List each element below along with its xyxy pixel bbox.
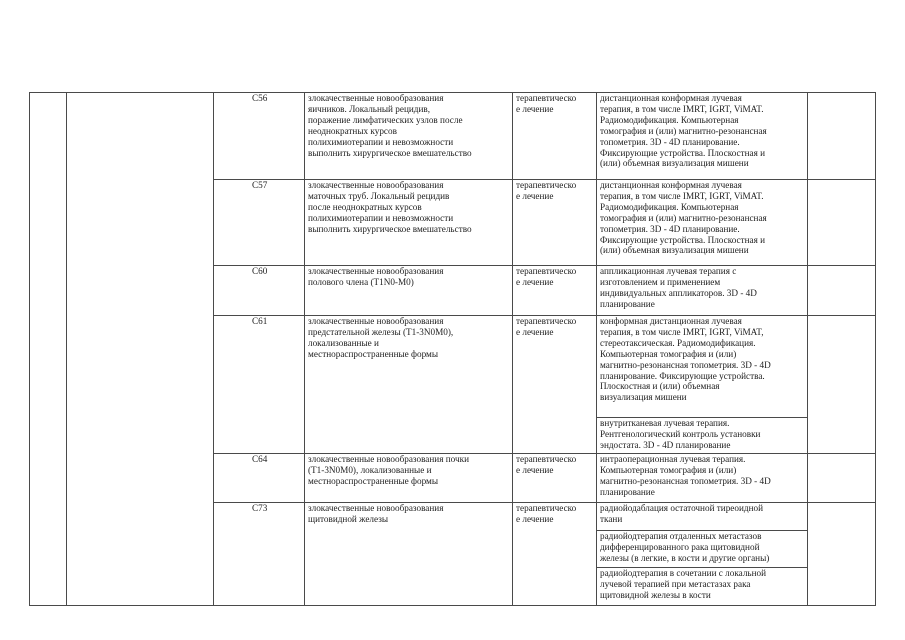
cell-text-line: е лечение xyxy=(516,103,554,114)
cell-text-line: Плоскостная и (или) объемная xyxy=(600,381,720,392)
cell-text-line: терапия, в том числе IMRT, IGRT, ViMAT. xyxy=(600,103,764,114)
cell-text-line: яичников. Локальный рецидив, xyxy=(308,103,431,114)
cell-text-line: Рентгенологический контроль установки xyxy=(600,428,761,439)
cell-text-line: локализованные и xyxy=(308,337,379,348)
cell-text-line: Фиксирующие устройства. Плоскостная и xyxy=(600,147,766,158)
treatment-method-cell xyxy=(597,266,807,315)
cell-text-line: злокачественные новообразования xyxy=(308,503,444,513)
cell-text-line: злокачественные новообразования xyxy=(308,266,444,276)
treatment-type-cell xyxy=(513,316,596,453)
icd-code-cell xyxy=(214,93,304,179)
treatment-type-cell xyxy=(513,454,596,502)
treatment-method-cell xyxy=(597,503,807,530)
cell-text-line: дистанционная конформная лучевая xyxy=(600,180,742,190)
cell-text-line: терапия, в том числе IMRT, IGRT, ViMAT. xyxy=(600,190,764,201)
cell-text-line: аппликационная лучевая терапия с xyxy=(600,266,737,276)
column-border xyxy=(875,92,876,606)
cell-text-line: индивидуальных аппликаторов. 3D - 4D xyxy=(600,287,757,298)
treatment-method-cell xyxy=(597,531,807,567)
cell-text-line: терапевтическо xyxy=(516,503,577,513)
cell-text-line: е лечение xyxy=(516,464,554,475)
cell-text-line: C64 xyxy=(252,454,268,464)
treatment-method-cell xyxy=(597,454,807,502)
cell-text-line: е лечение xyxy=(516,513,554,524)
cell-text-line: стереотаксическая. Радиомодификация. xyxy=(600,337,756,348)
cell-text-line: полихимиотерапии и невозможности xyxy=(308,212,454,223)
cell-text-line: томография и (или) магнитно-резонансная xyxy=(600,212,767,223)
cell-text-line: е лечение xyxy=(516,326,554,337)
cell-text-line: ткани xyxy=(600,513,623,524)
column-border xyxy=(807,92,808,606)
cell-text-line: внутритканевая лучевая терапия. xyxy=(600,418,730,428)
treatment-method-cell xyxy=(597,93,807,179)
cell-text-line: магнитно-резонансная топометрия. 3D - 4D xyxy=(600,359,771,370)
cell-text-line: Радиомодификация. Компьютерная xyxy=(600,114,739,125)
cell-text-line: изготовлением и применением xyxy=(600,276,721,287)
cell-text-line: е лечение xyxy=(516,190,554,201)
cell-text-line: томография и (или) магнитно-резонансная xyxy=(600,125,767,136)
cell-text-line: топометрия. 3D - 4D планирование. xyxy=(600,136,740,147)
diagnosis-cell xyxy=(305,266,512,315)
diagnosis-cell xyxy=(305,316,512,453)
treatment-type-cell xyxy=(513,180,596,265)
treatment-type-cell xyxy=(513,93,596,179)
cell-text-line: местнораспространенные формы xyxy=(308,348,439,359)
cell-text-line: топометрия. 3D - 4D планирование. xyxy=(600,223,740,234)
cell-text-line: C56 xyxy=(252,93,268,103)
diagnosis-cell xyxy=(305,503,512,605)
cell-text-line: C57 xyxy=(252,180,268,190)
treatment-method-cell xyxy=(597,180,807,265)
cell-text-line: терапевтическо xyxy=(516,93,577,103)
column-border xyxy=(66,92,67,606)
cell-text-line: терапевтическо xyxy=(516,180,577,190)
cell-text-line: (T1-3N0M0), локализованные и xyxy=(308,464,432,475)
treatment-method-cell xyxy=(597,568,807,605)
cell-text-line: терапевтическо xyxy=(516,316,577,326)
icd-code-cell xyxy=(214,503,304,605)
diagnosis-cell xyxy=(305,454,512,502)
table-bottom-border xyxy=(29,605,876,606)
cell-text-line: терапевтическо xyxy=(516,454,577,464)
cell-text-line: конформная дистанционная лучевая xyxy=(600,316,742,326)
cell-text-line: C61 xyxy=(252,316,268,326)
cell-text-line: предстательной железы (T1-3N0M0), xyxy=(308,326,454,337)
cell-text-line: выполнить хирургическое вмешательство xyxy=(308,223,472,234)
cell-text-line: неоднократных курсов xyxy=(308,125,397,136)
cell-text-line: планирование xyxy=(600,486,655,497)
column-border xyxy=(29,92,30,606)
cell-text-line: дистанционная конформная лучевая xyxy=(600,93,742,103)
diagnosis-cell xyxy=(305,180,512,265)
cell-text-line: Фиксирующие устройства. Плоскостная и xyxy=(600,234,766,245)
cell-text-line: (или) объемная визуализация мишени xyxy=(600,158,749,169)
cell-text-line: C60 xyxy=(252,266,268,276)
cell-text-line: терапия, в том числе IMRT, IGRT, ViMAT, xyxy=(600,326,764,337)
icd-code-cell xyxy=(214,316,304,453)
cell-text-line: полового члена (T1N0-M0) xyxy=(308,276,414,287)
cell-text-line: планирование. Фиксирующие устройства. xyxy=(600,370,765,381)
cell-text-line: железы (в легкие, в кости и другие органы) xyxy=(600,552,770,563)
cell-text-line: полихимиотерапии и невозможности xyxy=(308,136,454,147)
cell-text-line: после неоднократных курсов xyxy=(308,201,422,212)
cell-text-line: злокачественные новообразования почки xyxy=(308,454,470,464)
cell-text-line: визуализация мишени xyxy=(600,392,687,403)
cell-text-line: Компьютерная томография и (или) xyxy=(600,348,737,359)
diagnosis-cell xyxy=(305,93,512,179)
cell-text-line: злокачественные новообразования xyxy=(308,93,444,103)
cell-text-line: щитовидной железы xyxy=(308,513,389,524)
cell-text-line: магнитно-резонансная топометрия. 3D - 4D xyxy=(600,475,771,486)
cell-text-line: дифференцированного рака щитовидной xyxy=(600,541,760,552)
icd-code-cell xyxy=(214,266,304,315)
icd-code-cell xyxy=(214,454,304,502)
treatment-type-cell xyxy=(513,266,596,315)
cell-text-line: планирование xyxy=(600,298,655,309)
cell-text-line: поражение лимфатических узлов после xyxy=(308,114,463,125)
cell-text-line: эндостата. 3D - 4D планирование xyxy=(600,439,731,450)
cell-text-line: радиойодтерапия отдаленных метастазов xyxy=(600,531,762,541)
cell-text-line: C73 xyxy=(252,503,268,513)
cell-text-line: е лечение xyxy=(516,276,554,287)
cell-text-line: Компьютерная томография и (или) xyxy=(600,464,737,475)
cell-text-line: интраоперационная лучевая терапия. xyxy=(600,454,746,464)
cell-text-line: Радиомодификация. Компьютерная xyxy=(600,201,739,212)
treatment-type-cell xyxy=(513,503,596,605)
cell-text-line: выполнить хирургическое вмешательство xyxy=(308,147,472,158)
cell-text-line: злокачественные новообразования xyxy=(308,180,444,190)
cell-text-line: маточных труб. Локальный рецидив xyxy=(308,190,450,201)
cell-text-line: местнораспространенные формы xyxy=(308,475,439,486)
treatment-method-cell xyxy=(597,316,807,417)
cell-text-line: радиойодаблация остаточной тиреоидной xyxy=(600,503,763,513)
cell-text-line: щитовидной железы в кости xyxy=(600,589,711,600)
cell-text-line: злокачественные новообразования xyxy=(308,316,444,326)
treatment-method-cell xyxy=(597,418,807,453)
cell-text-line: лучевой терапией при метастазах рака xyxy=(600,578,751,589)
cell-text-line: (или) объемная визуализация мишени xyxy=(600,245,749,256)
cell-text-line: радиойодтерапия в сочетании с локальной xyxy=(600,568,767,578)
cell-text-line: терапевтическо xyxy=(516,266,577,276)
icd-code-cell xyxy=(214,180,304,265)
